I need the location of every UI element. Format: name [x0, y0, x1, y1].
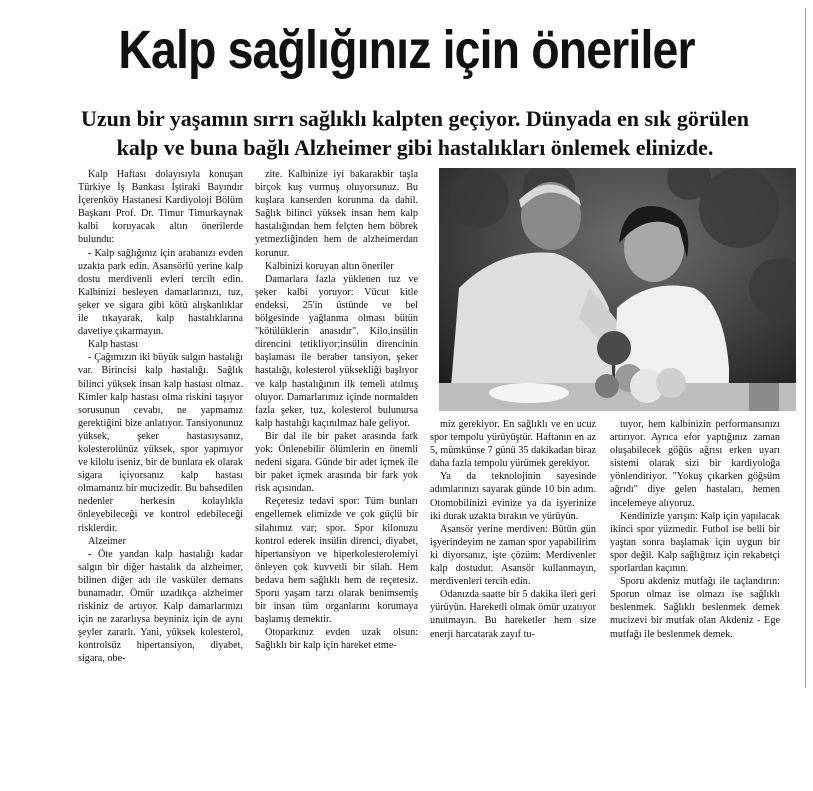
paragraph: Kendinizle yarışın: Kalp için yapılacak ikinci spor yüzmedir. Futbol ise belli bir yaştan sonra başlamak için uygun bir spor değil. Kalp sağlığınız için rekabetçi sporlardan kaçının. — [610, 510, 780, 575]
paragraph: miz gerekiyor. En sağlıklı ve en ucuz spor tempolu yürüyüştür. Haftanın en az 5, mümkünse 7 günü 35 dakikadan biraz daha fazla tempolu yürümek gerekiyor. — [430, 419, 596, 470]
paragraph: Kalp Haftası dolayısıyla konuşan Türkiye İş Bankası İştiraki Bayındır İçerenköy Hastanesi Kardiyoloji Bölüm Başkanı Prof. Dr. Timur Timurkaynak kalbi koruyacak altın önerilerde bulundu: — [78, 169, 243, 246]
couple-photo — [439, 168, 796, 411]
headline: Kalp sağlığınız için öneriler — [118, 20, 695, 80]
paragraph: - Öte yandan kalp hastalığı kadar salgın bir diğer hastalık da alzheimer, bilinen diğer adı ile vasküler demans bunamadır. Ömür uzadıkça alzheimer riskiniz de artıyor. Kalp damarlarınızı için ne zararlıysa beyniniz için de aynı şeyler zararlı. Yani, yüksek kolesterol, kontrolsüz hipertansiyon, diyabet, sigara, obe- — [78, 548, 243, 665]
paragraph: Sporu akdeniz mutfağı ile taçlandırın: Sporun olmaz ise olmazı ise sağlıklı beslenmek. Sağlıklı beslenmek demek mucizevi bir mutfak olan Akdeniz - Ege mutfağı ile beslenmek demek. — [610, 576, 780, 640]
paragraph: - Kalp sağlığınız için arabanızı evden uzakta park edin. Asansörlü yerine kalp dostu merdivenli evleri tercih edin. Kalbinizi besleyen damarlarınızı, tuz, şeker ve sigara gibi kötü alışkanlıklar ile tıkayarak, kalp hastalıklarına davetiye çıkarmayın. — [78, 247, 243, 338]
article-column-4 — [610, 418, 780, 641]
subheading: Kalp hastası — [88, 339, 139, 351]
subheading: Kalbinizi koruyan altın öneriler — [265, 260, 394, 272]
photo-illustration — [439, 168, 796, 411]
paragraph: zite. Kalbinize iyi bakarakbir taşla birçok kuş vurmuş oluyorsunuz. Bu kuşlara kanserden korunma da dahil. Sağlık bilinci yüksek insan hem kalp hastalığından hem felçten hem böbrek yetmezliğinden hem de alzheimerdan korunur. — [255, 169, 418, 259]
paragraph: - Çağımızın iki büyük salgın hastalığı var. Birincisi kalp hastalığı. Sağlık bilinci yüksek insan kalp hastası olmaz. Kimler kalp hastası olma riskini taşıyor sorusunun cevabı, ne yapmamız gerektiğini bize anlatıyor. Tansiyonunuz yüksek, şeker hastasıysanız, kolesterolünüz yüksek, spor yapmıyor ve kilolu iseniz, bir de bunlara ek olarak sigara içiyorsanız kalp hastası olmamanız bir mucizedir. Bu bahsedilen nedenler herkesin kolaylıkla önleyebileceği ve kontrol edebileceği risklerdir. — [78, 352, 243, 534]
paragraph: Bir dal ile bir paket arasında fark yok: Önlenebilir ölümlerin en önemli nedeni sigara. Günde bir adet içmek ile bir paket içmek arasında bir fark yok risk açısından. — [255, 430, 418, 495]
paragraph: Odanızda saatte bir 5 dakika ileri geri yürüyün. Hareketli olmak ömür uzatıyor unutmayın. Bu hareketler hem size enerji harcatarak zayıf tu- — [430, 589, 596, 640]
deck-subheadline: Uzun bir yaşamın sırrı sağlıklı kalpten geçiyor. Dünyada en sık görülen kalp ve buna bağlı Alzheimer gibi hastalıkları önlemek elinizde. — [80, 106, 750, 160]
paragraph: Damarlara fazla yüklenen tuz ve şeker kalbi yoruyor: Vücut kitle endeksi, 25'in üstünde ve bel bölgesinde yağlanma olması bütün "kötülüklerin anasıdır". Kilo,insülin direncini tetikliyor;insülin direncinin başlaması ile beraber tansiyon, şeker hastalığı, kolesterol yüksekliği başlıyor ve kalp hastalığının ilk temeli atılmış oluyor. Damarlarımız içinde normalden fazla şeker, tuz, kolesterol bulunursa kalp hastalığı kaçınılmaz hale geliyor. — [255, 273, 418, 429]
paragraph: tuyor, hem kalbinizin performansınızı artırıyor. Ayrıca efor yaptığınız zaman oluşabilecek göğüs ağrısı erken uyarı sistemi olarak sizi bir kardiyoloğa yönlendiriyor. "Yokuş çıkarken göğsüm ağrıdı" diye gelen hastaları, hemen incelemeye alıyoruz. — [610, 419, 780, 509]
article-column-1 — [78, 168, 243, 666]
paragraph: Ya da teknolojinin sayesinde adımlarınızı sayarak günde 10 bin adım. Otomobilinizi evinize ya da işyerinize iki durak uzakta bırakın ve yürüyün. — [430, 471, 596, 522]
paragraph: Reçetesiz tedavi spor: Tüm bunları engellemek elimizde ve çok güçlü bir silahımız var; spor. Spor kilonuzu kontrol ederek insülin direnci, diyabet, hipertansiyon ve hiperkolesterolemiyi önleyen çok kuvvetli bir silah. Hem bedava hem sağlıklı hem de reçetesiz. Sporu yaşam tarzı olarak benimsemiş bir insan tüm organlarını korumaya başlamış demektir. — [255, 496, 418, 626]
subheading: Alzeimer — [88, 535, 126, 547]
paragraph: Otoparkınız evden uzak olsun: Sağlıklı bir kalp için hareket etme- — [255, 627, 418, 652]
article-column-3 — [430, 418, 596, 641]
paragraph: Asansör yerine merdiven: Bütün gün işyerindeyim ne zaman spor yapabilirim ki diyorsanız, işte çözüm: Merdivenler kalp dostudur. Asansör kullanmayın, merdivenleri tercih edin. — [430, 523, 596, 588]
page-border — [805, 8, 806, 688]
article-column-2 — [255, 168, 418, 652]
